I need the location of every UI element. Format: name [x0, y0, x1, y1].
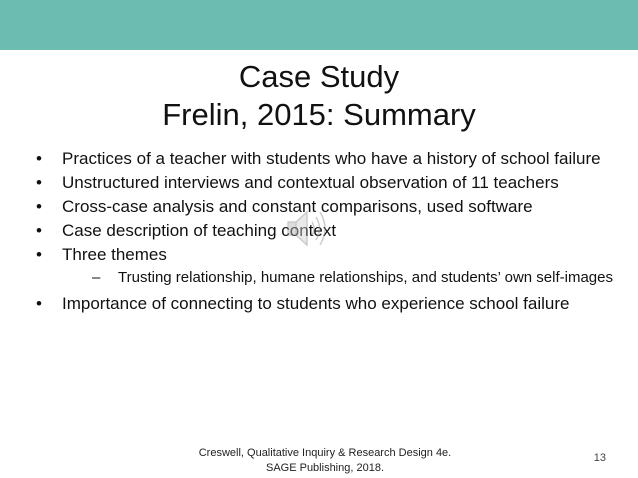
bullet-item [30, 173, 615, 192]
bullet-item [30, 294, 615, 313]
bullet-text: • Practices of a teacher with students who have a history of school failure [62, 149, 601, 168]
sub-bullet-text: Trusting relationship, humane relationships, and students’ own self-images [118, 269, 613, 286]
bullet-text: • Unstructured interviews and contextual observation of 11 teachers [62, 173, 559, 192]
header-bar [0, 0, 638, 50]
slide-title [0, 58, 638, 134]
title-line-1: Case Study [238, 59, 400, 94]
speaker-icon[interactable] [285, 205, 337, 253]
sub-bullet-item [30, 269, 615, 286]
sub-bullet-dash: – [92, 269, 101, 286]
bullet-text: • Cross-case analysis and constant comparisons, used software [62, 197, 533, 216]
bullet-text: • Three themes [62, 245, 167, 264]
footer-citation [180, 446, 470, 476]
bullet-text: • Importance of connecting to students who experience school failure [62, 294, 570, 313]
page-number: 13 [593, 452, 606, 464]
footer-line-1: Creswell, Qualitative Inquiry & Research Design 4e. [198, 447, 452, 459]
bullet-text: • Case description of teaching context [62, 221, 337, 240]
footer-line-2: SAGE Publishing, 2018. [265, 462, 385, 474]
bullet-item [30, 149, 615, 168]
title-line-2: Frelin, 2015: Summary [162, 97, 476, 132]
